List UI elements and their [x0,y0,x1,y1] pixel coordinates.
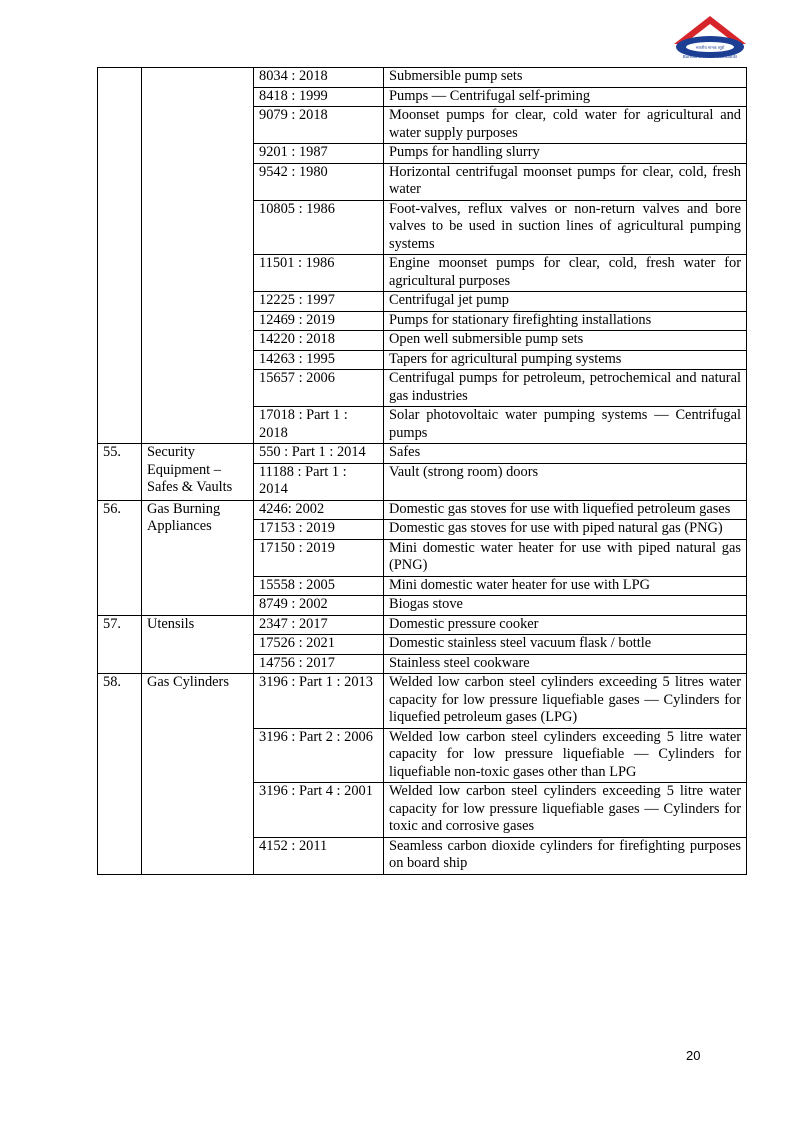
standards-table [97,67,747,875]
standard-title-cell: Welded low carbon steel cylinders exceeding 5 litre water capacity for low pressure liquefiable gases — Cylinders for toxic and corrosive gases [384,783,747,838]
standard-code-cell: 3196 : Part 2 : 2006 [254,728,384,783]
standard-title-cell: Submersible pump sets [384,68,747,88]
standard-title-cell: Mini domestic water heater for use with piped natural gas (PNG) [384,539,747,576]
standard-code-cell: 550 : Part 1 : 2014 [254,444,384,464]
standard-code-cell: 8749 : 2002 [254,596,384,616]
standard-title-cell: Domestic pressure cooker [384,615,747,635]
standard-title-cell: Solar photovoltaic water pumping systems — Centrifugal pumps [384,407,747,444]
table-row [98,68,747,88]
standard-code-cell: 17153 : 2019 [254,520,384,540]
logo-inner-text: भारतीय मानक ब्यूरो [695,45,725,50]
standard-code-cell: 11501 : 1986 [254,255,384,292]
category-cell: Gas Cylinders [142,674,254,875]
standard-title-cell: Stainless steel cookware [384,654,747,674]
standard-title-cell: Centrifugal pumps for petroleum, petrochemical and natural gas industries [384,370,747,407]
standard-title-cell: Engine moonset pumps for clear, cold, fresh water for agricultural purposes [384,255,747,292]
standard-code-cell: 12225 : 1997 [254,292,384,312]
standard-title-cell: Biogas stove [384,596,747,616]
standard-code-cell: 14220 : 2018 [254,331,384,351]
logo-caption: Bureau of Indian Standards [682,54,738,59]
standard-title-cell: Domestic gas stoves for use with piped natural gas (PNG) [384,520,747,540]
standard-code-cell: 9079 : 2018 [254,107,384,144]
standard-code-cell: 8034 : 2018 [254,68,384,88]
table-row [98,500,747,520]
standard-code-cell: 14756 : 2017 [254,654,384,674]
standard-code-cell: 9201 : 1987 [254,144,384,164]
category-cell: Security Equipment – Safes & Vaults [142,444,254,501]
standard-title-cell: Foot-valves, reflux valves or non-return valves and bore valves to be used in suction lines of agricultural pumping systems [384,200,747,255]
standard-code-cell: 4152 : 2011 [254,837,384,874]
standard-code-cell: 14263 : 1995 [254,350,384,370]
table-row [98,444,747,464]
standard-code-cell: 9542 : 1980 [254,163,384,200]
standard-title-cell: Horizontal centrifugal moonset pumps for clear, cold, fresh water [384,163,747,200]
standard-code-cell: 2347 : 2017 [254,615,384,635]
standard-code-cell: 12469 : 2019 [254,311,384,331]
standard-title-cell: Domestic gas stoves for use with liquefied petroleum gases [384,500,747,520]
standard-title-cell: Seamless carbon dioxide cylinders for firefighting purposes on board ship [384,837,747,874]
table-row [98,615,747,635]
standard-code-cell: 11188 : Part 1 : 2014 [254,463,384,500]
category-cell [142,68,254,444]
standard-title-cell: Vault (strong room) doors [384,463,747,500]
standard-code-cell: 3196 : Part 4 : 2001 [254,783,384,838]
standard-title-cell: Open well submersible pump sets [384,331,747,351]
page-number: 20 [686,1048,701,1063]
standard-title-cell: Pumps for stationary firefighting installations [384,311,747,331]
standard-code-cell: 3196 : Part 1 : 2013 [254,674,384,729]
standard-code-cell: 8418 : 1999 [254,87,384,107]
standard-title-cell: Tapers for agricultural pumping systems [384,350,747,370]
standard-title-cell: Moonset pumps for clear, cold water for agricultural and water supply purposes [384,107,747,144]
standard-title-cell: Pumps — Centrifugal self-priming [384,87,747,107]
standard-title-cell: Mini domestic water heater for use with LPG [384,576,747,596]
serial-number-cell: 56. [98,500,142,615]
standard-code-cell: 17526 : 2021 [254,635,384,655]
standard-title-cell: Domestic stainless steel vacuum flask / bottle [384,635,747,655]
standard-title-cell: Welded low carbon steel cylinders exceeding 5 litre water capacity for low pressure liquefiable — Cylinders for liquefiable non-toxic gases other than LPG [384,728,747,783]
standard-title-cell: Centrifugal jet pump [384,292,747,312]
standard-code-cell: 10805 : 1986 [254,200,384,255]
standard-code-cell: 17018 : Part 1 : 2018 [254,407,384,444]
standard-code-cell: 4246: 2002 [254,500,384,520]
table-row [98,674,747,729]
serial-number-cell: 57. [98,615,142,674]
serial-number-cell: 55. [98,444,142,501]
serial-number-cell: 58. [98,674,142,875]
category-cell: Gas Burning Appliances [142,500,254,615]
category-cell: Utensils [142,615,254,674]
standard-code-cell: 15558 : 2005 [254,576,384,596]
standard-code-cell: 15657 : 2006 [254,370,384,407]
standard-title-cell: Pumps for handling slurry [384,144,747,164]
standard-title-cell: Welded low carbon steel cylinders exceeding 5 litres water capacity for low pressure liquefiable gases — Cylinders for liquefied petroleum gases (LPG) [384,674,747,729]
serial-number-cell [98,68,142,444]
standard-code-cell: 17150 : 2019 [254,539,384,576]
standard-title-cell: Safes [384,444,747,464]
